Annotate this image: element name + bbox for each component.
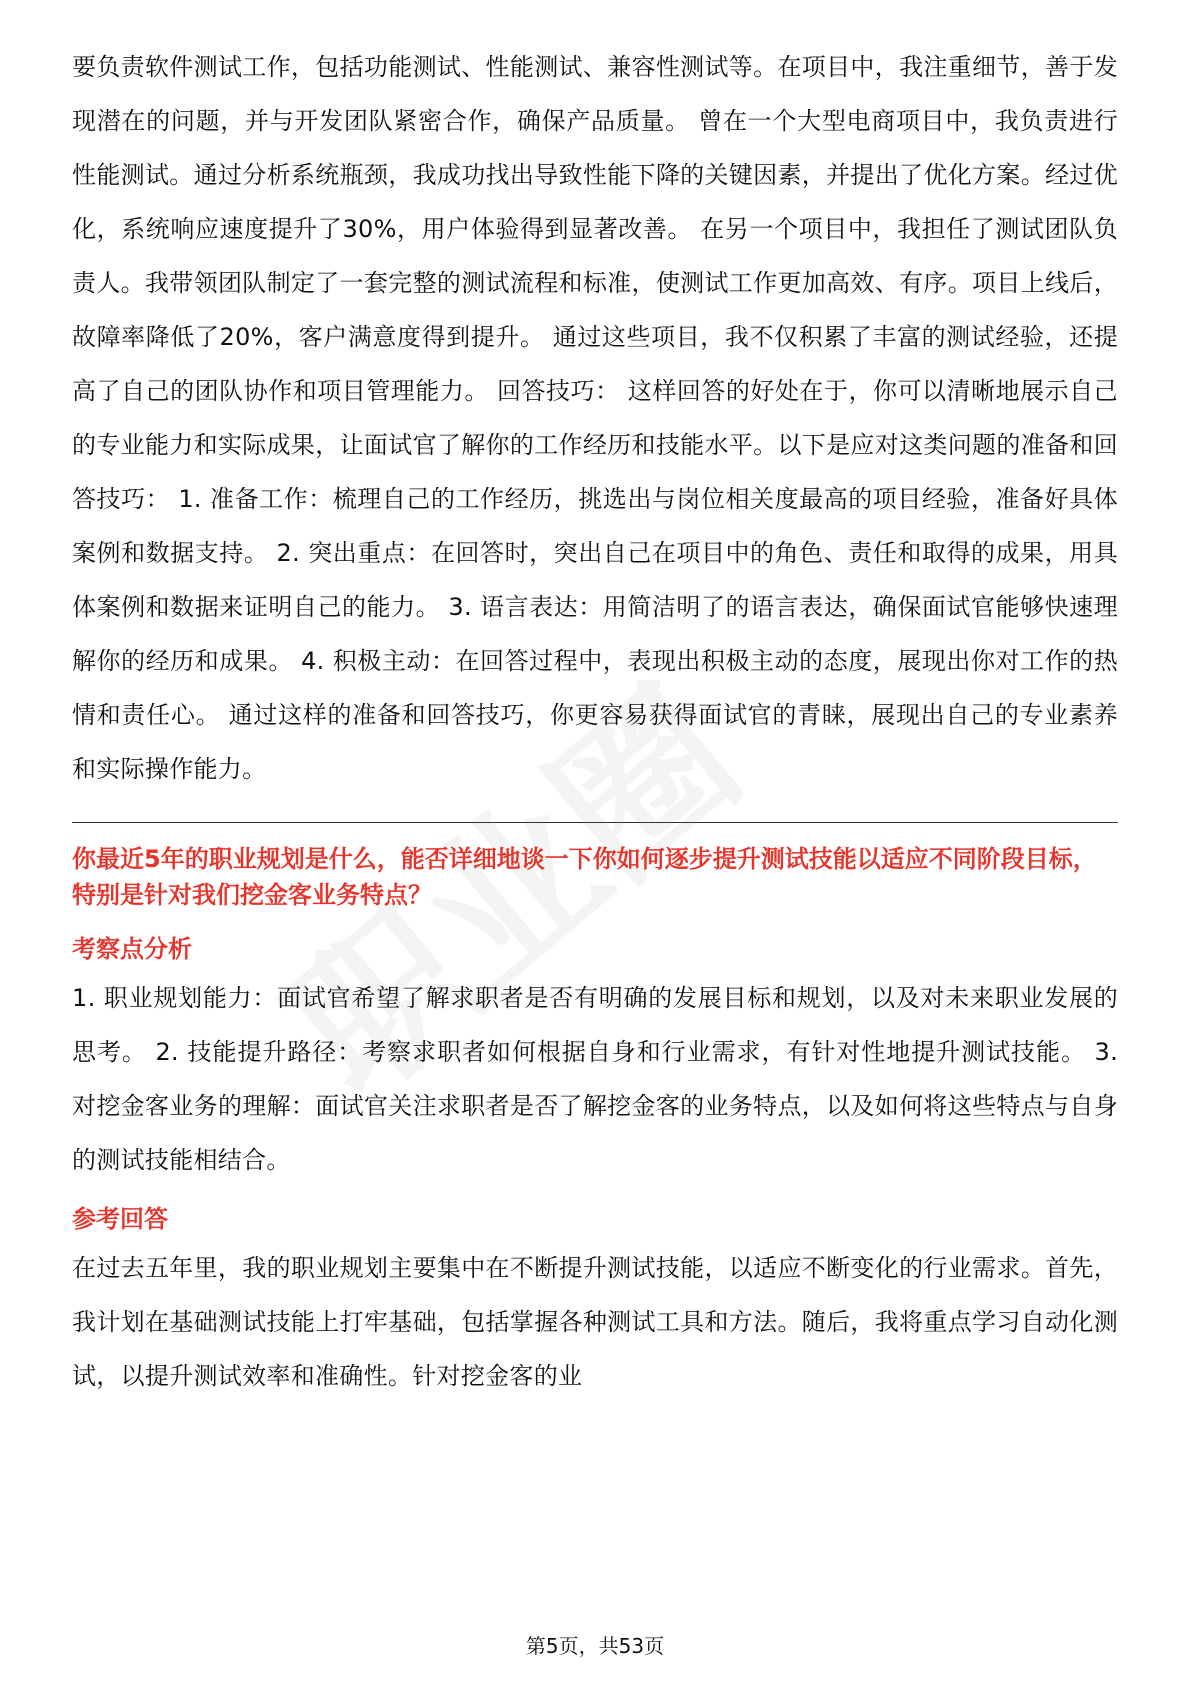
- analysis-heading: 考察点分析: [72, 935, 192, 963]
- section-divider: [72, 822, 1118, 823]
- page-content: [72, 40, 1118, 1403]
- page-number: 第5页，共53页: [525, 1634, 665, 1658]
- answer-text: 在过去五年里，我的职业规划主要集中在不断提升测试技能，以适应不断变化的行业需求。首先，我计划在基础测试技能上打牢基础，包括掌握各种测试工具和方法。随后，我将重点学习自动化测试，以提升测试效率和准确性。针对挖金客的业: [72, 1254, 1118, 1390]
- answer-heading: 参考回答: [72, 1205, 168, 1233]
- question-title: 你最近5年的职业规划是什么，能否详细地谈一下你如何逐步提升测试技能以适应不同阶段目标，特别是针对我们挖金客业务特点？: [72, 845, 1097, 909]
- continuation-paragraph: 要负责软件测试工作，包括功能测试、性能测试、兼容性测试等。在项目中，我注重细节，善于发现潜在的问题，并与开发团队紧密合作，确保产品质量。 曾在一个大型电商项目中，我负责进行性能测试。通过分析系统瓶颈，我成功找出导致性能下降的关键因素，并提出了优化方案。经过优化，系统响应速度提升了30%，用户体验得到显著改善。 在另一个项目中，我担任了测试团队负责人。我带领团队制定了一套完整的测试流程和标准，使测试工作更加高效、有序。项目上线后，故障率降低了20%，客户满意度得到提升。 通过这些项目，我不仅积累了丰富的测试经验，还提高了自己的团队协作和项目管理能力。 回答技巧： 这样回答的好处在于，你可以清晰地展示自己的专业能力和实际成果，让面试官了解你的工作经历和技能水平。以下是应对这类问题的准备和回答技巧： 1. 准备工作：梳理自己的工作经历，挑选出与岗位相关度最高的项目经验，准备好具体案例和数据支持。 2. 突出重点：在回答时，突出自己在项目中的角色、责任和取得的成果，用具体案例和数据来证明自己的能力。 3. 语言表达：用简洁明了的语言表达，确保面试官能够快速理解你的经历和成果。 4. 积极主动：在回答过程中，表现出积极主动的态度，展现出你对工作的热情和责任心。 通过这样的准备和回答技巧，你更容易获得面试官的青睐，展现出自己的专业素养和实际操作能力。: [72, 53, 1118, 783]
- analysis-text: 1. 职业规划能力：面试官希望了解求职者是否有明确的发展目标和规划，以及对未来职业发展的思考。 2. 技能提升路径：考察求职者如何根据自身和行业需求，有针对性地提升测试技能。 3. 对挖金客业务的理解：面试官关注求职者是否了解挖金客的业务特点，以及如何将这些特点与自身的测试技能相结合。: [72, 984, 1118, 1174]
